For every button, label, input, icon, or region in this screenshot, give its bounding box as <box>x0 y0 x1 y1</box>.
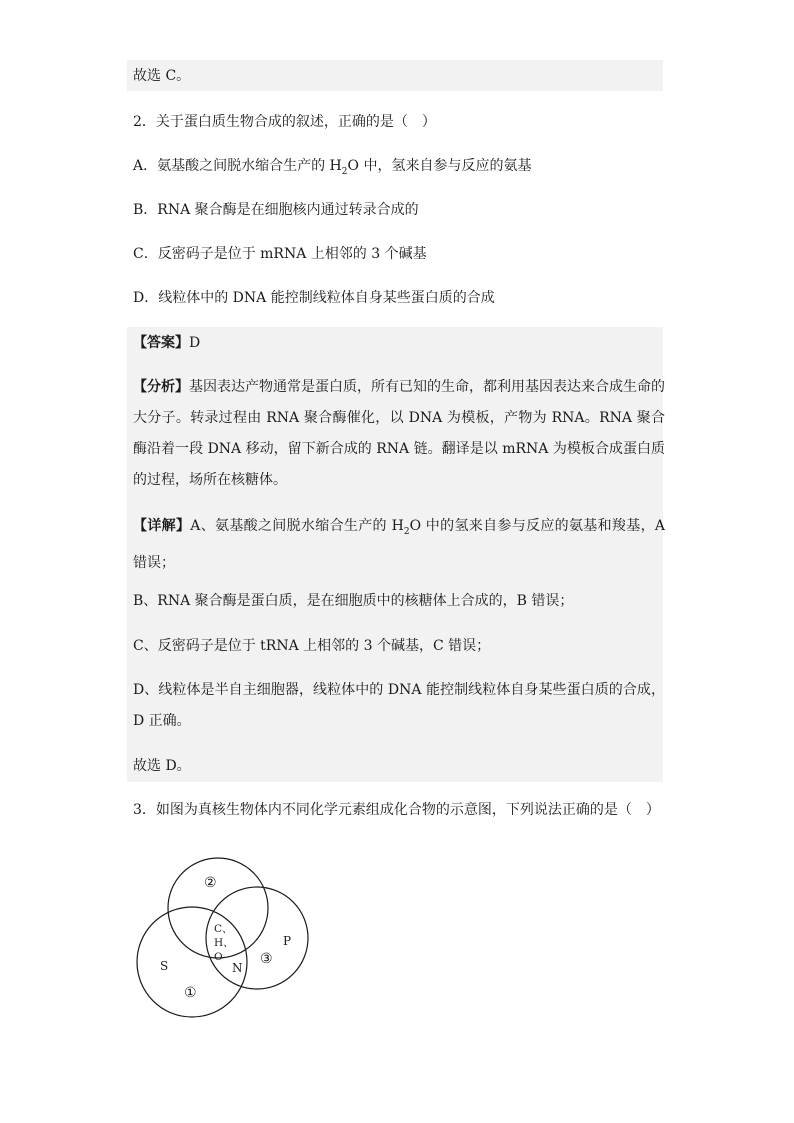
question-2-stem: 2．关于蛋白质生物合成的叙述，正确的是（ ） <box>133 114 436 130</box>
detail-d-paragraph: D、线粒体是半自主细胞器，线粒体中的 DNA 能控制线粒体自身某些蛋白质的合成，D 正确。 <box>133 682 665 729</box>
question-2-option-d: D．线粒体中的 DNA 能控制线粒体自身某些蛋白质的合成 <box>133 290 495 306</box>
question-2-conclusion: 故选 D。 <box>133 758 191 774</box>
analysis-text: 基因表达产物通常是蛋白质，所有已知的生命，都利用基因表达来合成生命的大分子。转录过程由 RNA 聚合酶催化，以 DNA 为模板，产物为 RNA。RNA 聚合酶沿着一段 DNA 移动，留下新合成的 RNA 链。翻译是以 mRNA 为模板合成蛋白质的过程，场所在核糖体。 <box>133 379 665 488</box>
detail-b: B、RNA 聚合酶是蛋白质，是在细胞质中的核糖体上合成的，B 错误； <box>133 593 574 609</box>
question-2-option-a <box>133 156 531 176</box>
venn-diagram-svg <box>120 840 340 1030</box>
question-2-option-c: C．反密码子是位于 mRNA 上相邻的 3 个碱基 <box>133 246 427 262</box>
prev-conclusion: 故选 C。 <box>133 68 191 84</box>
label-center-h: H、 <box>214 937 234 949</box>
question-2-option-b: B．RNA 聚合酶是在细胞核内通过转录合成的 <box>133 202 419 218</box>
prev-answer-shade <box>127 60 663 91</box>
detail-a-prefix: A、氨基酸之间脱水缩合生产的 H <box>190 518 404 534</box>
label-circle-top: ② <box>204 875 217 891</box>
option-a-suffix: O 中，氢来自参与反应的氨基 <box>347 158 532 174</box>
answer-value: D <box>189 335 201 351</box>
option-a-subscript: 2 <box>341 166 348 177</box>
label-s: S <box>160 959 169 973</box>
answer-label: 【答案】 <box>133 335 189 351</box>
detail-label: 【详解】 <box>133 518 191 534</box>
detail-a-suffix: O 中的氢来自参与反应的氨基和羧基，A 错误； <box>133 518 666 571</box>
label-circle-right: ③ <box>260 951 273 967</box>
answer-line <box>133 333 200 353</box>
analysis-paragraph <box>133 372 665 496</box>
detail-a-paragraph <box>133 511 665 579</box>
label-circle-left: ① <box>184 985 197 1001</box>
venn-diagram <box>120 840 340 1030</box>
analysis-label: 【分析】 <box>133 379 189 395</box>
label-n: N <box>232 961 243 975</box>
option-a-prefix: A．氨基酸之间脱水缩合生产的 H <box>133 158 342 174</box>
detail-c: C、反密码子是位于 tRNA 上相邻的 3 个碱基，C 错误； <box>133 638 491 654</box>
label-p: P <box>283 934 292 948</box>
label-center-c: C、 <box>214 923 233 935</box>
question-3-stem: 3．如图为真核生物体内不同化学元素组成化合物的示意图，下列说法正确的是（ ） <box>133 802 660 818</box>
detail-a-subscript: 2 <box>403 526 410 537</box>
label-center-o: O <box>214 951 223 963</box>
